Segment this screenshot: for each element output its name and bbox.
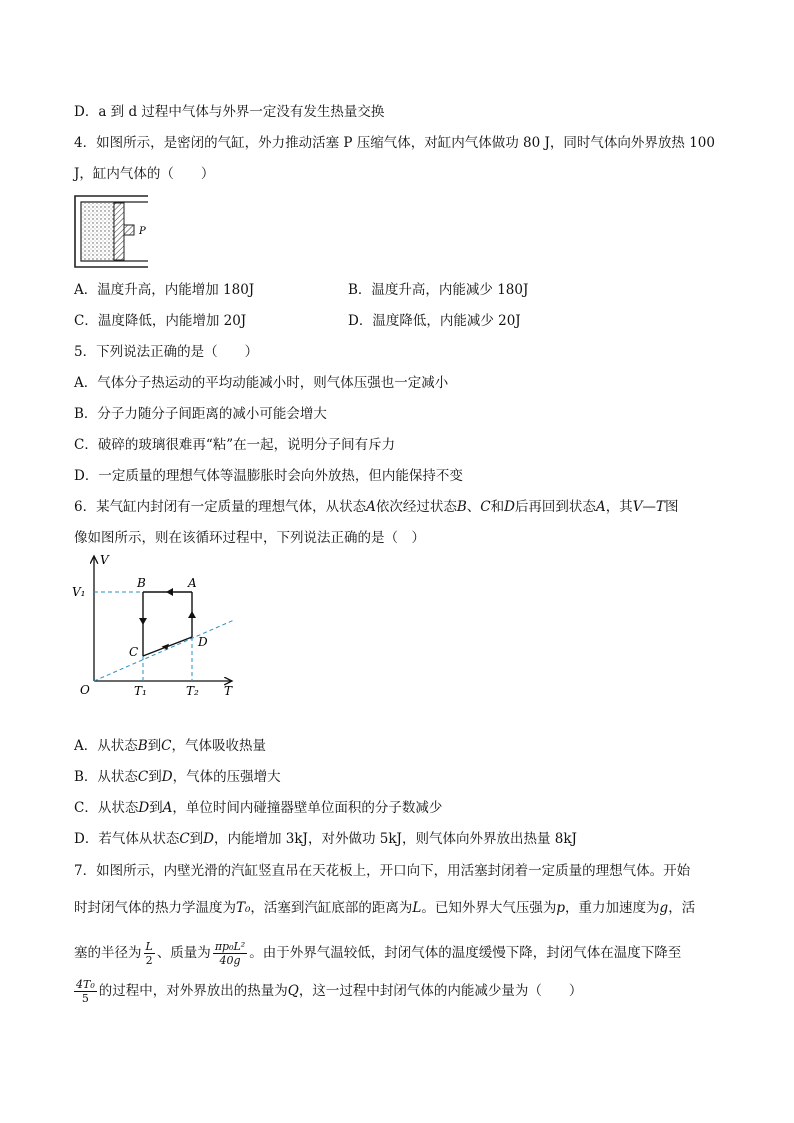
fraction-temp: $\frac{\text{4T₀}}{5}$ [76, 978, 95, 1005]
piston-label: P [139, 226, 146, 237]
piston [114, 203, 124, 260]
q4-cylinder-figure [72, 190, 156, 270]
q6-stem-line2: 像如图所示，则在该循环过程中，下列说法正确的是（ ） [74, 530, 425, 546]
q4-option-d: D．温度降低，内能减少 20J [348, 313, 521, 329]
q6-vt-graph [70, 548, 250, 700]
q6-option-b: B．从状态C到D，气体的压强增大 [74, 769, 281, 785]
q4-stem-line2: J，缸内气体的（ ） [74, 166, 215, 182]
v-axis-label: V [100, 553, 109, 567]
fraction-mass: $\frac{\text{πp₀L²}}{40g}$ [214, 940, 246, 967]
q7-line4: $\frac{\text{4T₀}}{5}$ 的过程中，对外界放出的热量为Q，这一过程中封闭气体的内能减少量为（ ） [76, 978, 583, 1005]
q5-option-a: A．气体分子热运动的平均动能减小时，则气体压强也一定减小 [74, 375, 449, 391]
q3-option-d: D．a 到 d 过程中气体与外界一定没有发生热量交换 [74, 104, 385, 120]
piston-rod [124, 225, 134, 235]
v1-label: V₁ [72, 585, 86, 599]
q4-option-a: A．温度升高，内能增加 180J [74, 282, 255, 298]
fraction-radius: $\frac{L}{2}$ [145, 940, 153, 967]
q6-option-d: D．若气体从状态C到D，内能增加 3kJ，对外做功 5kJ，则气体向外界放出热量 8kJ [74, 831, 577, 847]
q4-option-b: B．温度升高，内能减少 180J [348, 282, 529, 298]
q7-line1: 7．如图所示，内壁光滑的汽缸竖直吊在天花板上，开口向下，用活塞封闭着一定质量的理想气体。开始 [74, 863, 691, 879]
q5-stem: 5．下列说法正确的是（ ） [74, 344, 259, 360]
point-d-label: D [198, 635, 208, 649]
point-a-label: A [188, 576, 197, 590]
t2-label: T₂ [186, 684, 199, 698]
arrow-b-c [139, 618, 147, 625]
q5-option-c: C．破碎的玻璃很难再“粘”在一起，说明分子间有斥力 [74, 437, 396, 453]
point-c-label: C [129, 645, 139, 659]
point-b-label: B [137, 576, 146, 590]
arrow-c-d [162, 644, 171, 652]
q5-option-b: B．分子力随分子间距离的减小可能会增大 [74, 406, 327, 422]
q5-option-d: D．一定质量的理想气体等温膨胀时会向外放热，但内能保持不变 [74, 468, 463, 484]
origin-line [94, 620, 234, 681]
arrow-d-a [188, 611, 196, 618]
gas-region [82, 203, 114, 260]
q6-option-a: A．从状态B到C，气体吸收热量 [74, 738, 267, 754]
q7-line2: 时封闭气体的热力学温度为T₀，活塞到汽缸底部的距离为L。已知外界大气压强为p，重力加速度为g，活 [74, 900, 696, 916]
t-axis-label: T [224, 684, 233, 698]
origin-label: O [80, 683, 90, 697]
q6-stem-line1: 6．某气缸内封闭有一定质量的理想气体，从状态A依次经过状态B、C和D后再回到状态A，其V—T图 [74, 499, 679, 515]
q4-stem-line1: 4．如图所示，是密闭的气缸，外力推动活塞 P 压缩气体，对缸内气体做功 80 J，同时气体向外界放热 100 [74, 135, 715, 151]
arrow-a-b [166, 588, 173, 596]
t1-label: T₁ [134, 684, 147, 698]
q4-option-c: C．温度降低，内能增加 20J [74, 313, 247, 329]
q7-line3: 塞的半径为 $\frac{L}{2}$ 、质量为 $\frac{\text{πp₀L²}}{40g}$ 。由于外界气温较低，封闭气体的温度缓慢下降，封闭气体在温度下降至 [74, 940, 682, 967]
q6-option-c: C．从状态D到A，单位时间内碰撞器壁单位面积的分子数减少 [74, 800, 443, 816]
